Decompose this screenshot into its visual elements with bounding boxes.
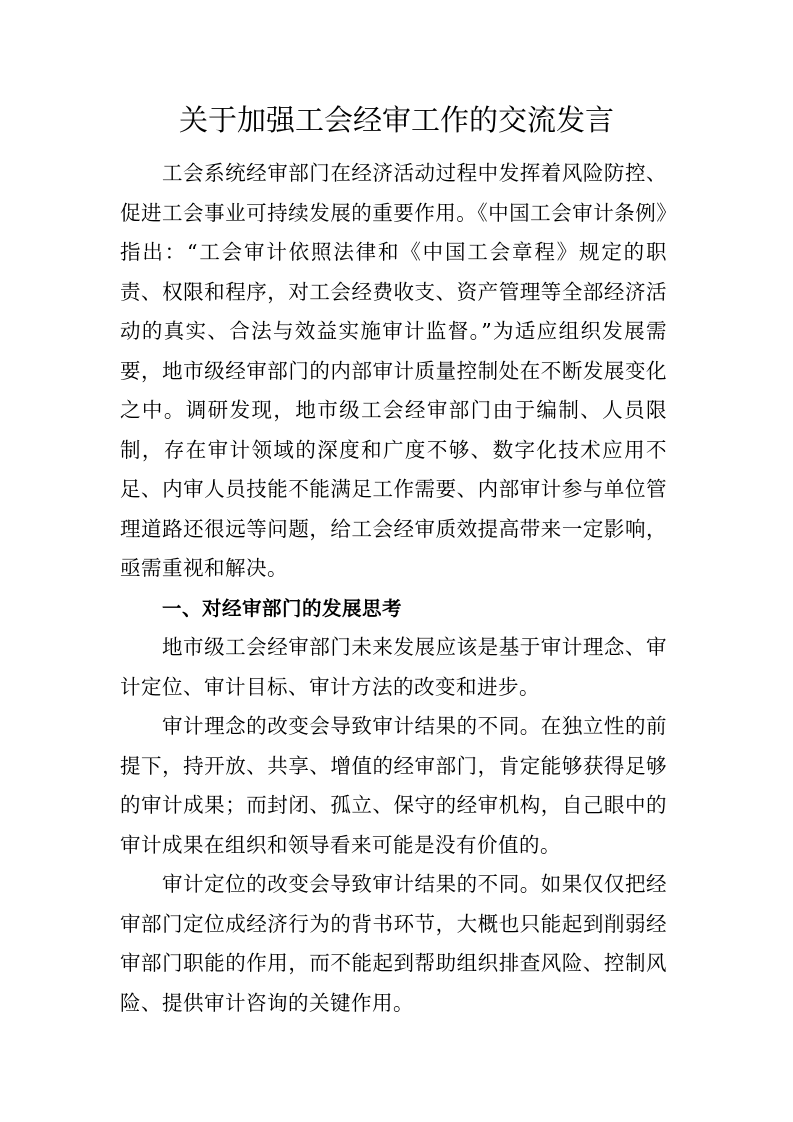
body-paragraph: 审计理念的改变会导致审计结果的不同。在独立性的前提下，持开放、共享、增值的经审部门，肯定能够获得足够的审计成果；而封闭、孤立、保守的经审机构，自己眼中的审计成果在组织和领导看来可能是没有价值的。 (120, 714, 667, 857)
body-paragraph: 审计定位的改变会导致审计结果的不同。如果仅仅把经审部门定位成经济行为的背书环节，大概也只能起到削弱经审部门职能的作用，而不能起到帮助组织排查风险、控制风险、提供审计咨询的关键作用。 (120, 872, 667, 1015)
intro-paragraph: 工会系统经审部门在经济活动过程中发挥着风险防控、促进工会事业可持续发展的重要作用。《中国工会审计条例》指出：“工会审计依照法律和《中国工会章程》规定的职责、权限和程序，对工会经费收支、资产管理等全部经济活动的真实、合法与效益实施审计监督。”为适应组织发展需要，地市级经审部门的内部审计质量控制处在不断发展变化之中。调研发现，地市级工会经审部门由于编制、人员限制，存在审计领域的深度和广度不够、数字化技术应用不足、内审人员技能不能满足工作需要、内部审计参与单位管理道路还很远等问题，给工会经审质效提高带来一定影响，亟需重视和解决。 (120, 161, 667, 580)
body-paragraph: 地市级工会经审部门未来发展应该是基于审计理念、审计定位、审计目标、审计方法的改变和进步。 (120, 635, 667, 699)
document-title: 关于加强工会经审工作的交流发言 (178, 103, 614, 137)
section-heading: 一、对经审部门的发展思考 (162, 596, 403, 620)
document-body (120, 154, 667, 1023)
